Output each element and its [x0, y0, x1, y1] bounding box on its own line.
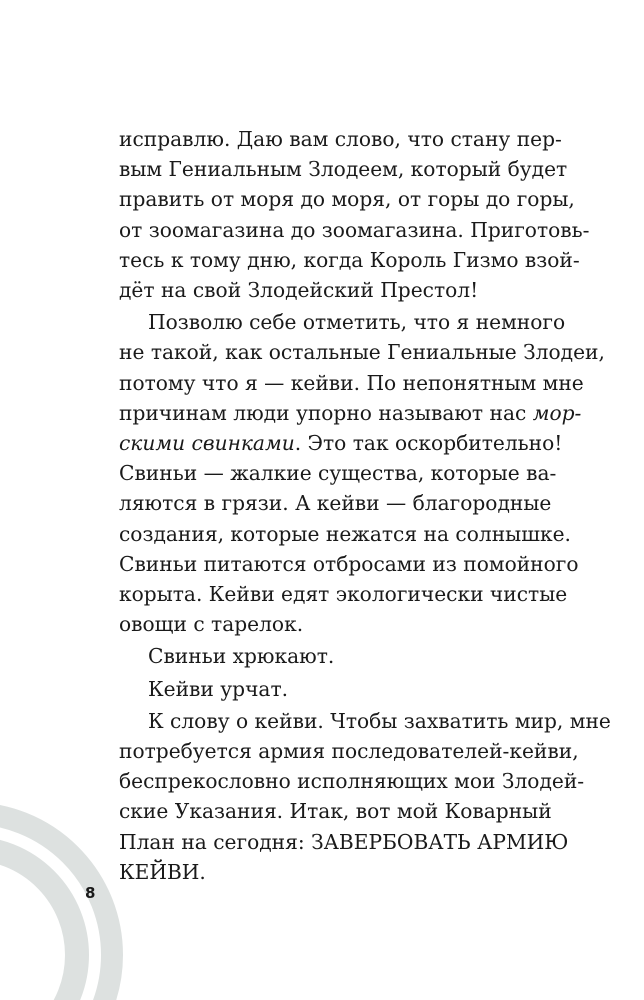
text-line: Свиньи — жалкие существа, которые ва-: [119, 461, 557, 486]
text-line: корыта. Кейви едят экологически чистые: [119, 582, 568, 607]
text-run: причинам люди упорно называют нас: [119, 400, 533, 425]
text-run: . Это так оскорбительно!: [294, 431, 563, 456]
text-line: править от моря до моря, от горы до горы,: [119, 187, 575, 212]
text-line: потому что я — кейви. По непонятным мне: [119, 370, 584, 395]
text-line: К слову о кейви. Чтобы захватить мир, мне: [148, 708, 611, 733]
paragraph: [119, 674, 543, 704]
text-line: исправлю. Даю вам слово, что стану пер-: [119, 127, 562, 151]
text-line: беспрекословно исполняющих мои Злодей-: [119, 769, 585, 794]
italic-text-run: скими свинками: [119, 431, 295, 456]
text-line: Свиньи хрюкают.: [148, 644, 335, 669]
text-line: потребуется армия последователей-кейви,: [119, 739, 579, 764]
body-text: [119, 124, 611, 887]
text-line: дёт на свой Злодейский Престол!: [119, 278, 479, 303]
text-line: Свиньи питаются отбросами из помойного: [119, 551, 579, 576]
paragraph: [119, 641, 543, 671]
text-line: Кейви урчат.: [148, 676, 289, 701]
paragraph: [119, 706, 611, 887]
paragraph: [119, 307, 605, 639]
page-number: 8: [85, 884, 96, 902]
text-line: тесь к тому дню, когда Король Гизмо взой-: [119, 247, 580, 272]
text-line: КЕЙВИ.: [119, 859, 206, 884]
italic-text-run: мор-: [532, 400, 582, 425]
inner-ring: [0, 848, 77, 1000]
text-line: План на сегодня: ЗАВЕРБОВАТЬ АРМИЮ: [119, 829, 569, 854]
text-line: от зоомагазина до зоомагазина. Приготовь-: [119, 217, 590, 242]
text-line: не такой, как остальные Гениальные Злодеи,: [119, 340, 605, 365]
text-line: ляются в грязи. А кейви — благородные: [119, 491, 552, 516]
text-line: овощи с тарелок.: [119, 612, 304, 637]
paragraph: [119, 124, 590, 305]
text-line: Позволю себе отметить, что я немного: [148, 310, 566, 335]
text-line: создания, которые нежатся на солнышке.: [119, 521, 571, 546]
text-line: вым Гениальным Злодеем, который будет: [119, 157, 568, 182]
text-line-with-italic: [119, 428, 563, 458]
text-line: ские Указания. Итак, вот мой Коварный: [119, 799, 552, 824]
text-line-with-italic: [119, 398, 582, 428]
